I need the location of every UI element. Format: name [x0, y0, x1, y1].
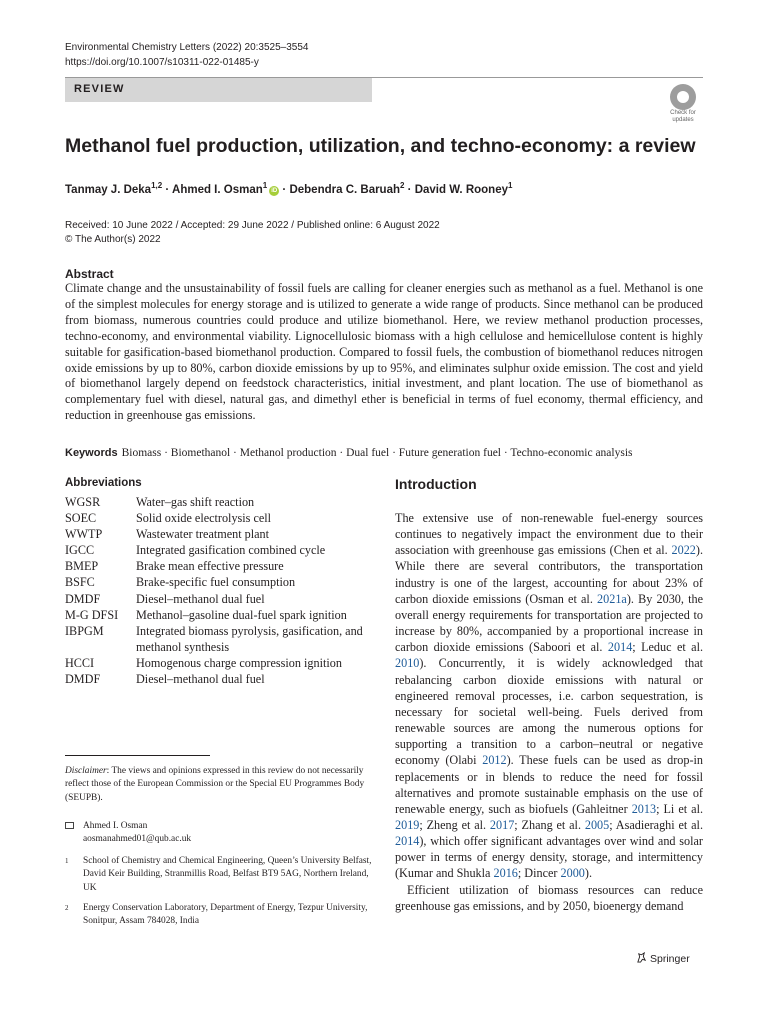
author-name[interactable]: Ahmed I. Osman	[172, 183, 263, 196]
affiliation-number	[65, 855, 69, 868]
abbr-value: Integrated biomass pyrolysis, gasification, and methanol synthesis	[136, 623, 363, 654]
check-updates-icon	[670, 84, 696, 110]
paragraph-text: ). While there are several contributors, the transportation industry is one of the largest, accounting for about 23% of carbon dioxide emissions (Osman et al.	[395, 543, 703, 606]
abbr-value: Methanol–gasoline dual-fuel spark ignition	[136, 607, 347, 622]
abbr-row	[65, 607, 370, 623]
introduction-paragraph	[395, 510, 703, 882]
publication-dates	[65, 219, 440, 247]
abstract-text: Climate change and the unsustainability of fossil fuels are calling for cleaner energies such as methanol as a fuel. Methanol is one of the simplest molecules for energy storage and is utilized to generate a wide range of products. Since methanol can be produced from biomass, numerous countries could produce and utilize biomethanol. Here, we review methanol production processes, techno-economy, and environmental viability. Lignocellulosic biomass with a high cellulose and hemicellulose content is highly suitable for gasification-based biomethanol production. Compared to fossil fuels, the combustion of biomethanol reduces nitrogen oxide emissions by up to 80%, carbon dioxide emissions by up to 95%, and eliminates sulphur oxide emission. The cost and yield of biomethanol largely depend on feedstock characteristics, initial investment, and plant location. The use of biomethanol as complementary fuel with diesel, natural gas, and dimethyl ether is beneficial in terms of fuel economy, thermal efficiency, and reduction in greenhouse gas emissions.	[65, 281, 703, 423]
abbr-value: Homogenous charge compression ignition	[136, 655, 342, 670]
introduction-paragraph: Efficient utilization of biomass resources can reduce greenhouse gas emissions, and by 2050, bioenergy demand	[395, 882, 703, 913]
journal-citation: Environmental Chemistry Letters (2022) 20:3525–3554	[65, 42, 309, 53]
abbr-value: Wastewater treatment plant	[136, 527, 270, 542]
copyright-line: © The Author(s) 2022	[65, 234, 161, 245]
abbr-key: HCCI	[65, 655, 95, 670]
paragraph-text: ), which offer significant advantages over wind and solar power in terms of energy density, storage, and intermittency (Kumar and Shukla	[395, 834, 703, 881]
abbr-row	[65, 494, 370, 510]
paragraph-text: ; Zhang et al.	[514, 817, 585, 832]
disclaimer	[65, 765, 373, 805]
doi-link[interactable]: https://doi.org/10.1007/s10311-022-01485-y	[65, 57, 259, 68]
affiliation-2: Energy Conservation Laboratory, Department of Energy, Tezpur University, Sonitpur, Assam 784028, India	[83, 903, 368, 927]
affiliation-num: 2	[65, 904, 69, 912]
citation-link[interactable]: 2014	[395, 834, 420, 849]
section-label-bar	[65, 78, 372, 102]
abbr-row	[65, 655, 370, 671]
citation-link[interactable]: 2021a	[597, 591, 627, 606]
author-list: Tanmay J. Deka$^{1,2}$ · Ahmed I. Osman$^1$iD · Debendra C. Baruah$^2$ · David W. Rooney$^1$	[65, 181, 513, 196]
citation-link[interactable]: 2022	[671, 543, 696, 558]
author-name[interactable]: Tanmay J. Deka	[65, 183, 152, 196]
affiliation-1: School of Chemistry and Chemical Engineering, Queen’s University Belfast, David Keir Building, Stranmillis Road, Belfast BT9 5AG, Northern Ireland, UK	[83, 856, 372, 893]
keywords-label: Keywords	[65, 447, 118, 459]
abbr-key: WGSR	[65, 495, 101, 509]
author-affil: 1	[508, 181, 513, 190]
author-name[interactable]: Debendra C. Baruah	[289, 183, 401, 196]
citation-link[interactable]: 2012	[482, 753, 507, 768]
affiliation-num: 1	[65, 857, 69, 865]
keywords-text: Biomass · Biomethanol · Methanol production · Dual fuel · Future generation fuel · Techno-economic analysis	[121, 447, 633, 459]
author-affil: 1	[262, 181, 268, 190]
citation-link[interactable]: 2014	[607, 640, 633, 655]
citation-link[interactable]: 2019	[395, 817, 420, 832]
disclaimer-label: Disclaimer	[65, 766, 107, 776]
abbr-value: Diesel–methanol dual fuel	[136, 672, 265, 687]
abbr-row	[65, 510, 370, 526]
author-affil: 2	[400, 181, 405, 190]
affiliation-number	[65, 902, 69, 915]
envelope-icon	[65, 822, 74, 829]
paragraph-text: ; Leduc et al.	[632, 640, 704, 655]
abbr-row	[65, 591, 370, 607]
contact-name: Ahmed I. Osman	[83, 821, 148, 831]
abbr-key: IGCC	[65, 543, 95, 558]
abbr-value: Brake mean effective pressure	[136, 559, 284, 574]
citation-link[interactable]: 2016	[493, 866, 518, 881]
dates-line: Received: 10 June 2022 / Accepted: 29 June 2022 / Published online: 6 August 2022	[65, 220, 440, 231]
citation-link[interactable]: 2000	[560, 866, 585, 881]
publisher-name: Springer	[650, 953, 690, 965]
paragraph-text: ).	[584, 866, 592, 881]
paragraph-text: ). By 2030, the overall energy requirements for transportation are projected to increase by 80%, accompanied by a proportional increase in carbon dioxide emissions (Saboori et al.	[395, 591, 703, 655]
footnote-rule	[65, 755, 210, 756]
citation-link[interactable]: 2005	[584, 817, 610, 832]
section-label: REVIEW	[74, 83, 125, 95]
corresponding-author	[83, 820, 191, 847]
abbr-row	[65, 558, 370, 574]
abbr-key: M-G DFSI	[65, 607, 119, 622]
keywords	[65, 446, 705, 461]
abbr-value: Solid oxide electrolysis cell	[136, 511, 272, 526]
paragraph-text: ; Li et al.	[656, 801, 704, 816]
abbr-key: IBPGM	[65, 623, 104, 638]
citation-link[interactable]: 2010	[395, 656, 420, 671]
abbr-row	[65, 526, 370, 542]
paragraph-text: ). Concurrently, it is widely acknowledged that rebalancing carbon dioxide emissions with natural or engineered removal processes, i.e. carbon sequestration, is necessary for societal well-being. Fuels derived from renewable sources are among the numerous options for supporting a transition to a carbon–neutral or negative economy (Olabi	[395, 656, 703, 768]
springer-horse-icon	[636, 952, 647, 963]
contact-email[interactable]: aosmanahmed01@qub.ac.uk	[83, 834, 192, 845]
paragraph-text: ; Dincer	[517, 866, 561, 881]
citation-link[interactable]: 2013	[631, 801, 657, 816]
citation-link[interactable]: 2017	[489, 817, 515, 832]
paragraph-text: ; Asadieraghi et al.	[609, 817, 703, 832]
abbr-value: Brake-specific fuel consumption	[136, 575, 296, 590]
paragraph-text: ). These fuels can be used as drop-in replacements or in blends to reduce the need for fossil alternatives and promote sustainable emphasis on the use of renewable energy, such as biofuels (Gahleitner	[395, 753, 703, 816]
abbreviations-heading: Abbreviations	[65, 477, 142, 489]
abbr-row	[65, 542, 370, 558]
abbr-value: Diesel–methanol dual fuel	[136, 591, 265, 606]
paragraph-text: The extensive use of non-renewable fuel-energy sources continues to negatively impact the environment due to their association with greenhouse gas emissions (Chen et al.	[395, 511, 703, 558]
journal-info	[65, 40, 308, 70]
check-updates-line1: Check for	[670, 110, 696, 116]
abstract-heading: Abstract	[65, 267, 114, 281]
author-name[interactable]: David W. Rooney	[414, 183, 508, 196]
abbr-row	[65, 623, 370, 655]
check-updates-line2: updates	[672, 117, 694, 123]
check-for-updates-badge[interactable]	[664, 84, 702, 122]
abbr-key: WWTP	[65, 527, 103, 542]
author-affil: 1,2	[151, 181, 163, 190]
abbr-key: SOEC	[65, 511, 97, 526]
paragraph-text: ; Zheng et al.	[419, 817, 490, 832]
abbr-row	[65, 574, 370, 590]
abbr-value: Water–gas shift reaction	[136, 495, 255, 509]
disclaimer-text: : The views and opinions expressed in this review do not necessarily reflect those of the European Commission or the Special EU Programmes Body (SEUPB).	[65, 766, 365, 803]
publisher-logo	[636, 952, 690, 965]
orcid-icon[interactable]: iD	[271, 187, 278, 194]
abbreviations-table	[65, 494, 370, 687]
abbr-value: Integrated gasification combined cycle	[136, 543, 326, 558]
introduction-body	[395, 510, 703, 914]
abbr-key: DMDF	[65, 672, 101, 687]
abbr-key: DMDF	[65, 591, 101, 606]
abbr-key: BSFC	[65, 575, 95, 590]
introduction-heading: Introduction	[395, 476, 477, 492]
abbr-row	[65, 671, 370, 687]
abbr-key: BMEP	[65, 559, 99, 574]
paper-title: Methanol fuel production, utilization, and techno-economy: a review	[65, 135, 696, 157]
